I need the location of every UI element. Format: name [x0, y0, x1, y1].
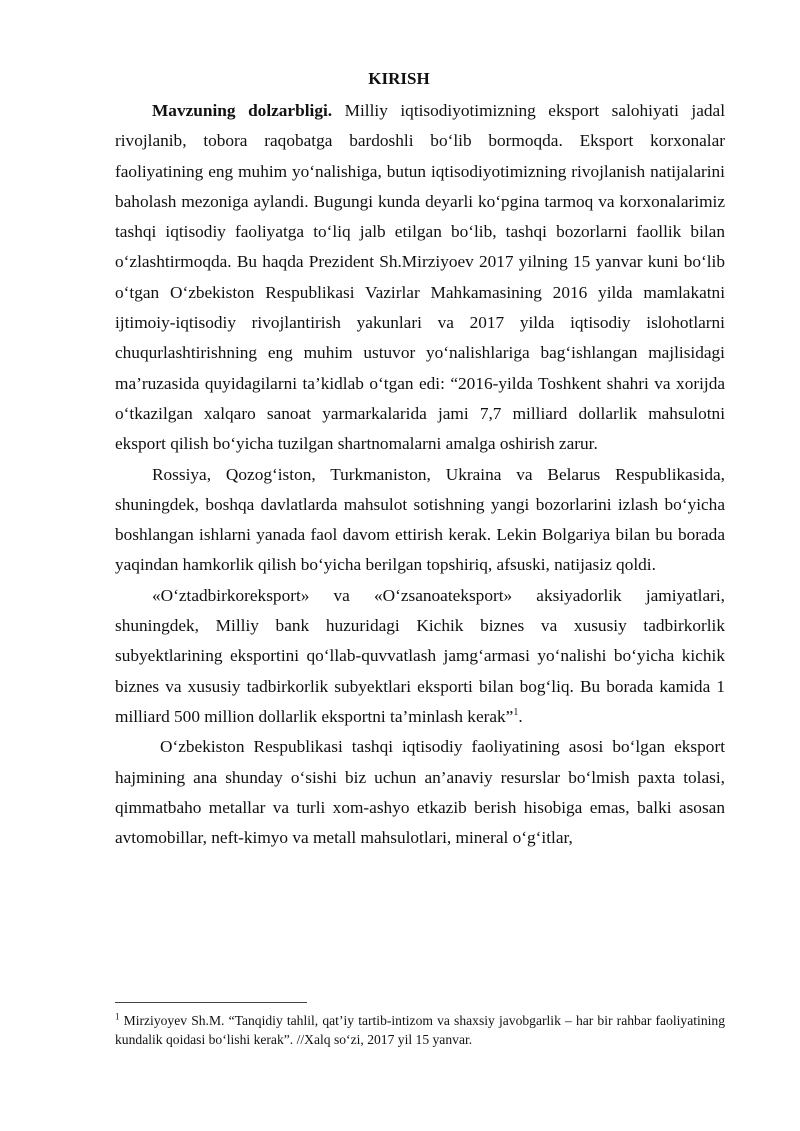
- section-heading: KIRISH: [368, 69, 430, 88]
- paragraph-text: «O‘ztadbirkoreksport» va «O‘zsanoateksport» aksiyadorlik jamiyatlari, shuningdek, Milliy bank huzuridagi Kichik biznes va xususiy tadbirkorlik subyektlarining eksportini qo‘llab-quvvatlash jamg‘armasi yo‘nalishi bo‘yicha kichik biznes va xususiy tadbirkorlik subyektlari eksporti bilan bog‘liq. Bu borada kamida 1 milliard 500 million dollarlik eksportni ta’minlash kerak”: [115, 585, 725, 726]
- paragraph-text: Rossiya, Qozog‘iston, Turkmaniston, Ukraina va Belarus Respublikasida, shuningdek, boshqa davlatlarda mahsulot sotishning yangi bozorlarini izlash bo‘yicha boshlangan ishlarni yanada faol davom ettirish kerak. Lekin Bolgariya bilan bu borada yaqindan hamkorlik qilish bo‘yicha berilgan topshiriq, afsuski, natijasiz qoldi.: [115, 464, 725, 575]
- paragraph-text: O‘zbekiston Respublikasi tashqi iqtisodiy faoliyatining asosi bo‘lgan eksport hajmining ana shunday o‘sishi biz uchun an’anaviy resurslar bo‘lmish paxta tolasi, qimmatbaho metallar va turli xom-ashyo etkazib berish hisobiga emas, balki asosan avtomobillar, neft-kimyo va metall mahsulotlari, mineral o‘g‘itlar,: [115, 737, 725, 848]
- paragraph-text: Milliy iqtisodiyotimizning eksport salohiyati jadal rivojlanib, tobora raqobatga bardoshli bo‘lib bormoqda. Eksport korxonalar faoliyatining eng muhim yo‘nalishiga, butun iqtisodiyotimizning rivojlanish natijalarini baholash mezoniga aylandi. Bugungi kunda deyarli ko‘pgina tarmoq va korxonalarimiz tashqi iqtisodiy faoliyatga to‘liq jalb etilgan bo‘lib, tashqi bozorlarni faollik bilan o‘zlashtirmoqda. Bu haqda Prezident Sh.Mirziyoev 2017 yilning 15 yanvar kuni bo‘lib o‘tgan O‘zbekiston Respublikasi Vazirlar Mahkamasining 2016 yilda mamlakatni ijtimoiy-iqtisodiy rivojlantirish yakunlari va 2017 yilda iqtisodiy islohotlarni chuqurlashtirishning eng muhim ustuvor yo‘nalishlariga bag‘ishlangan majlisidagi ma’ruzasida quyidagilarni ta’kidlab o‘tgan edi: “2016-yilda Toshkent shahri va xorijda o‘tkazilgan xalqaro sanoat yarmarkalarida jami 7,7 milliard dollarlik mahsulotni eksport qilish bo‘yicha tuzilgan shartnomalarni amalga oshirish zarur.: [115, 101, 725, 454]
- paragraph-lead: Mavzuning dolzarbligi.: [152, 101, 333, 120]
- document-body: [115, 64, 725, 853]
- paragraph-markets: [115, 460, 725, 581]
- footnote-reference[interactable]: 1: [513, 707, 519, 719]
- paragraph-relevance: [115, 96, 725, 460]
- footnote-text: Mirziyoyev Sh.M. “Tanqidiy tahlil, qat’iy tartib-intizom va shaxsiy javobgarlik – har bir rahbar faoliyatining kundalik qoidasi bo‘lishi kerak”. //Xalq so‘zi, 2017 yil 15 yanvar.: [115, 1013, 725, 1047]
- paragraph-joint-stock: [115, 581, 725, 732]
- footnote-number: 1: [115, 1011, 120, 1022]
- footnote-separator: [115, 1002, 307, 1003]
- paragraph-export-growth: [115, 732, 725, 853]
- footnote: [115, 1011, 725, 1049]
- paragraph-text-end: .: [518, 706, 523, 726]
